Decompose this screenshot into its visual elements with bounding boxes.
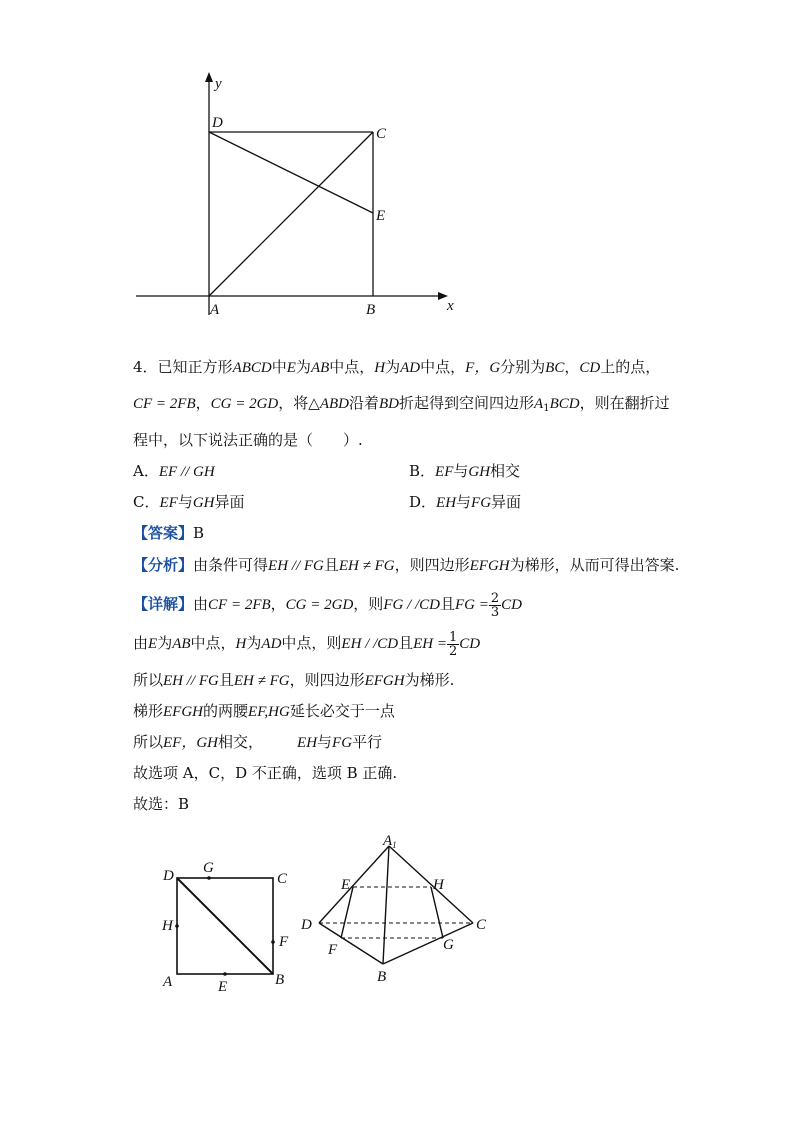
y-axis-arrow <box>205 72 213 82</box>
tetrahedron-figure <box>295 828 495 988</box>
segment-EF <box>341 887 353 938</box>
option-C: C．EF与GH异面 <box>133 493 245 511</box>
tet-label-A1: $A_1$ <box>383 833 397 850</box>
label-D: D <box>212 115 223 131</box>
tet-label-G: G <box>443 937 454 953</box>
answer-value: B <box>193 524 205 542</box>
detail-line-7: 故选：B <box>133 795 190 813</box>
tet-label-H: H <box>433 877 444 893</box>
edge-A1C <box>389 846 473 923</box>
segment-AC <box>209 132 373 296</box>
tet-label-D: D <box>301 917 312 933</box>
point-H <box>175 924 179 928</box>
point-G <box>207 876 211 880</box>
tet-label-B: B <box>377 969 387 985</box>
point-E <box>223 972 227 976</box>
detail-line-1: 【详解】由CF = 2FB，CG = 2GD，则FG / /CD且FG = $\frac{2}{3}$ CD <box>133 590 522 620</box>
question-number: 4． <box>133 358 158 376</box>
sq-label-H: H <box>162 918 173 934</box>
detail-line-3: 所以EH // FG且EH ≠ FG，则四边形EFGH为梯形. <box>133 671 455 689</box>
label-B: B <box>366 302 376 318</box>
sq-label-F: F <box>279 934 289 950</box>
sq-label-B: B <box>275 972 285 988</box>
answer-tag: 【答案】 <box>133 524 194 542</box>
analysis-line: 【分析】由条件可得EH // FG且EH ≠ FG，则四边形EFGH为梯形，从而可得出答案. <box>133 556 680 574</box>
fraction-one-half: $\frac{1}{2}$ <box>448 629 458 659</box>
sq-label-A: A <box>163 974 173 990</box>
label-C: C <box>376 126 387 142</box>
coordinate-figure <box>130 70 470 320</box>
edge-A1B <box>383 846 389 964</box>
sq-label-E: E <box>218 979 228 995</box>
tet-label-C: C <box>476 917 487 933</box>
tet-label-E: E <box>341 877 351 893</box>
detail-tag: 【详解】 <box>133 595 194 613</box>
label-y: y <box>215 76 222 92</box>
option-A: A．EF // GH <box>133 462 215 480</box>
question-line-1: 4．已知正方形ABCD中E为AB中点，H为AD中点，F，G分别为BC，CD上的点， <box>133 358 661 376</box>
option-B: B．EF与GH相交 <box>409 462 521 480</box>
question-line-2: CF = 2FB，CG = 2GD，将△ABD沿着BD折起得到空间四边形$A_1BCD$，则在翻折过 <box>133 394 670 414</box>
label-A: A <box>210 302 220 318</box>
analysis-tag: 【分析】 <box>133 556 194 574</box>
detail-line-4: 梯形EFGH的两腰EF,HG延长必交于一点 <box>133 702 395 720</box>
sq-label-D: D <box>163 868 174 884</box>
label-x: x <box>447 298 454 314</box>
label-E: E <box>376 208 386 224</box>
answer-line <box>133 523 204 543</box>
diagonal-DB <box>177 878 273 974</box>
detail-line-6: 故选项 A，C，D 不正确，选项 B 正确. <box>133 764 398 782</box>
sq-label-C: C <box>277 871 288 887</box>
detail-line-5: 所以EF，GH相交， EH与FG平行 <box>133 733 383 751</box>
point-F <box>271 940 275 944</box>
detail-line-2: 由E为AB中点，H为AD中点，则EH / /CD且EH = $\frac{1}{2}$ CD <box>133 629 481 659</box>
tet-label-F: F <box>328 942 338 958</box>
segment-DE <box>209 132 373 213</box>
edge-BC <box>383 923 473 964</box>
square-figure <box>155 855 305 1000</box>
edge-A1D <box>319 846 389 923</box>
option-D: D．EH与FG异面 <box>409 493 522 511</box>
sq-label-G: G <box>203 860 214 876</box>
fraction-two-thirds: $\frac{2}{3}$ <box>490 590 500 620</box>
question-line-3: 程中，以下说法正确的是（ ）. <box>133 431 363 449</box>
